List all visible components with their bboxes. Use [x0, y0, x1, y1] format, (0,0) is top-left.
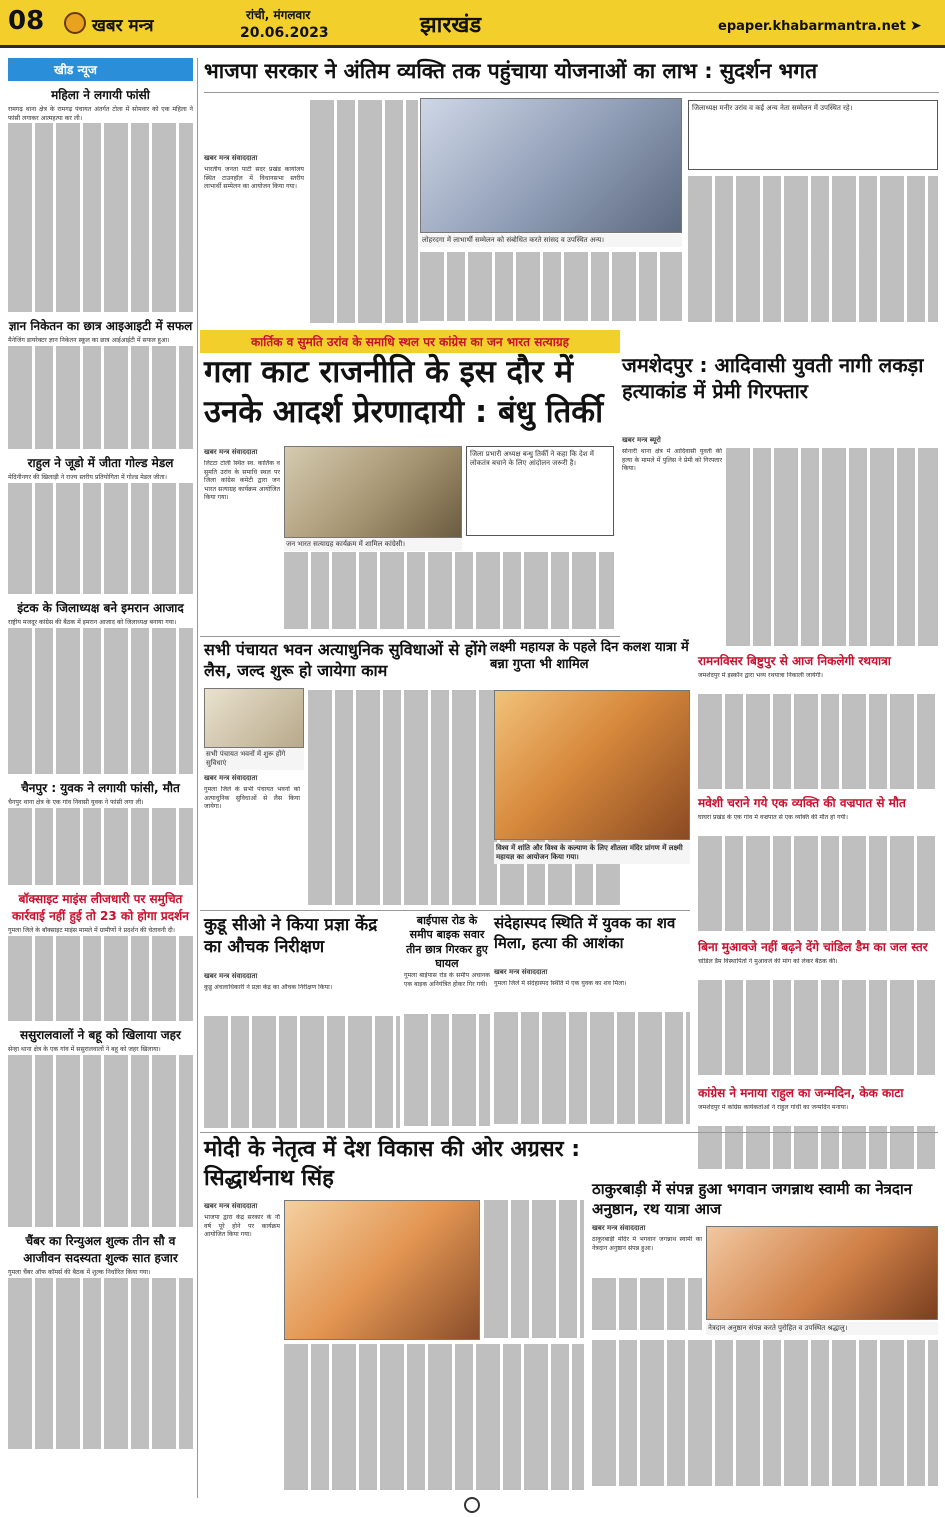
kudu-headline: कुडू सीओ ने किया प्रज्ञा केंद्र का औचक निरीक्षण	[204, 915, 378, 958]
left-headline: चैनपुर : युवक ने लगायी फांसी, मौत	[21, 780, 180, 795]
left-lead: रामगढ़ थाना क्षेत्र के रामगढ़ पंचायत अंतर्गत टोला में सोमवार को एक महिला ने फांसी लगाकर आत्महत्या कर ली।	[8, 106, 193, 122]
article-text	[204, 1214, 280, 1494]
bike-headline: बाईपास रोड के समीप बाइक सवार तीन छात्र गिरकर हुए घायल	[406, 914, 488, 970]
building-photo	[204, 688, 304, 748]
section-name: झारखंड	[420, 13, 482, 38]
byline: खबर मन्त्र संवाददाता	[494, 968, 548, 976]
article-text	[204, 984, 400, 1014]
column-divider	[197, 58, 198, 1498]
article-text	[404, 972, 490, 1012]
logo-icon	[64, 12, 86, 34]
event-photo	[420, 98, 682, 233]
text-filler	[204, 1016, 400, 1128]
text-filler	[698, 1126, 938, 1176]
photo-caption: लोहरदगा में लाभार्थी सम्मेलन को संबोधित करते सांसद व उपस्थित अन्य।	[420, 234, 682, 247]
article-text	[204, 786, 300, 906]
rule	[200, 1132, 938, 1133]
text-filler	[310, 100, 418, 326]
left-headline: ससुरालवालों ने बहू को खिलाया जहर	[20, 1028, 181, 1043]
dam-headline: बिना मुआवजे नहीं बढ़ने देंगे चांडिल डैम का जल स्तर	[698, 940, 928, 954]
byline: खबर मन्त्र संवाददाता	[204, 154, 258, 162]
article-lead: जमशेदपुर में कांग्रेस कार्यकर्ताओं ने राहुल गांधी का जन्मदिन मनाया।	[698, 1104, 849, 1111]
article-text	[204, 166, 304, 326]
text-filler	[8, 1055, 193, 1227]
panchayat-headline: सभी पंचायत भवन अत्याधुनिक सुविधाओं से होंगे लैस, जल्द शुरू हो जायेगा काम	[204, 640, 487, 680]
left-headline: ज्ञान निकेतन का छात्र आइआइटी में सफल	[8, 319, 193, 334]
left-headline: इंटक के जिलाध्यक्ष बने इमरान आजाद	[17, 601, 184, 616]
article-text	[698, 672, 938, 692]
column-tag: खीड न्यूज	[8, 58, 193, 81]
side-note: जिलाध्यक्ष मनीर उरांव व कई अन्य नेता सम्मेलन में उपस्थित रहे।	[688, 100, 938, 170]
article-lead: ठाकुरबाड़ी मंदिर में भगवान जगन्नाथ स्वामी का नेत्रदान अनुष्ठान संपन्न हुआ।	[592, 1236, 702, 1252]
article-text	[622, 448, 722, 648]
photo-caption: नेत्रदान अनुष्ठान संपन्न करते पुरोहित व उपस्थित श्रद्धालु।	[706, 1322, 938, 1335]
left-lead: गुमला जिले के बॉक्साइट माइंस मामले में ग्रामीणों ने प्रदर्शन की चेतावनी दी।	[8, 926, 176, 934]
left-headline: राहुल ने जूडो में जीता गोल्ड मेडल	[27, 455, 174, 470]
byline: खबर मन्त्र संवाददाता	[592, 1224, 646, 1232]
text-filler	[8, 628, 193, 774]
text-filler	[420, 252, 682, 326]
article-lead: लिटटा टोली स्थित स्व. कार्तिक व सुमति उरांव के समाधि स्थल पर जिला कांग्रेस कमेटी द्वारा जन भारत सत्याग्रह कार्यक्रम आयोजित किया गया।	[204, 460, 280, 502]
ritual-photo	[706, 1226, 938, 1320]
article-lead: भाजपा द्वारा केंद्र सरकार के नौ वर्ष पूरे होने पर कार्यक्रम आयोजित किया गया।	[204, 1214, 280, 1239]
left-lead: मेदिनीनगर की खिलाड़ी ने राज्य स्तरीय प्रतियोगिता में गोल्ड मेडल जीता।	[8, 473, 167, 481]
text-filler	[698, 694, 938, 790]
rahul-headline: कांग्रेस ने मनाया राहुल का जन्मदिन, केक काटा	[698, 1086, 904, 1100]
text-filler	[592, 1278, 702, 1334]
rule	[200, 910, 690, 911]
article-text	[698, 1104, 938, 1124]
article-text	[698, 814, 938, 834]
photo-caption: विश्व में शांति और विश्व के कल्याण के लिए शीतला मंदिर प्रांगण में लक्ष्मी महायज्ञ का आयोजन किया गया।	[494, 842, 690, 864]
article-lead: गुमला जिले के सभी पंचायत भवनों को अत्याधुनिक सुविधाओं से लैस किया जायेगा।	[204, 786, 300, 811]
left-headline: चैंबर का रिन्युअल शुल्क तीन सौ व आजीवन सदस्यता शुल्क सात हजार	[23, 1233, 178, 1265]
event-photo	[284, 446, 462, 538]
left-lead: राष्ट्रीय मजदूर कांग्रेस की बैठक में इमरान आजाद को जिलाध्यक्ष बनाया गया।	[8, 619, 177, 627]
rathyatra-headline: रामनविसर बिष्टुपुर से आज निकलेगी रथयात्रा	[698, 654, 891, 668]
article-lead: कुडू अंचलाधिकारी ने प्रज्ञा केंद्र का औचक निरीक्षण किया।	[204, 984, 333, 991]
byline: खबर मन्त्र संवाददाता	[204, 448, 258, 456]
text-filler	[698, 836, 938, 936]
lakshmi-headline: लक्ष्मी महायज्ञ के पहले दिन कलश यात्रा में बन्ना गुप्ता भी शामिल	[490, 640, 689, 672]
left-lead: चैनपुर थाना क्षेत्र के एक गांव निवासी युवक ने फांसी लगा ली।	[8, 798, 144, 806]
article-lead: जमशेदपुर में इस्कॉन द्वारा भव्य रथयात्रा निकाली जायेगी।	[698, 672, 823, 679]
article-lead: सोनारी थाना क्षेत्र में आदिवासी युवती की हत्या के मामले में पुलिस ने प्रेमी को गिरफ्तार किया।	[622, 448, 722, 473]
left-lead: मैनेजिंग डायरेक्टर ज्ञान निकेतन स्कूल का छात्र आईआईटी में सफल हुआ।	[8, 337, 170, 345]
text-filler	[284, 552, 614, 634]
article-text	[698, 958, 938, 978]
brand-name: खबर मन्त्र	[92, 16, 154, 36]
text-filler	[8, 936, 193, 1022]
article-lead: गुमला बाईपास रोड के समीप अचानक एक बाइक अनियंत्रित होकर गिर गयी।	[404, 972, 490, 988]
text-filler	[688, 176, 938, 326]
pointer-icon: ➤	[910, 18, 922, 34]
article-text	[494, 980, 690, 1010]
left-headline: बॉक्साइट माइंस लीजधारी पर समुचित कार्रवाई नहीं हुई तो 23 को होगा प्रदर्शन	[12, 891, 189, 923]
maveshi-headline: मवेशी चराने गये एक व्यक्ति की वज्रपात से मौत	[698, 796, 906, 810]
kartik-headline: गला काट राजनीति के इस दौर में उनके आदर्श प्रेरणादायी : बंधु तिर्की	[204, 354, 604, 431]
place-day: रांची, मंगलवार	[246, 8, 311, 22]
text-filler	[8, 346, 193, 449]
rule	[200, 636, 620, 637]
byline: खबर मन्त्र संवाददाता	[204, 774, 258, 782]
byline: खबर मन्त्र ब्यूरो	[622, 436, 661, 444]
text-filler	[8, 123, 193, 312]
registration-mark-icon	[464, 1497, 480, 1513]
event-photo	[284, 1200, 480, 1340]
modi-headline: मोदी के नेतृत्व में देश विकास की ओर अग्रसर : सिद्धार्थनाथ सिंह	[204, 1137, 581, 1191]
article-lead: भारतीय जनता पार्टी सदर प्रखंड कार्यालय स्थित टाउनहॉल में विधानसभा स्तरीय लाभार्थी सम्मेलन का आयोजन किया गया।	[204, 166, 304, 191]
text-filler	[484, 1200, 584, 1340]
text-filler	[494, 1012, 690, 1128]
side-note: जिला प्रभारी अध्यक्ष बन्धु तिर्की ने कहा कि देश में लोकतंत्र बचाने के लिए आंदोलन जरूरी है।	[466, 446, 614, 536]
photo-caption: जन भारत सत्याग्रह कार्यक्रम में शामिल कांग्रेसी।	[284, 538, 462, 551]
left-news-column	[8, 58, 193, 1498]
left-lead: सेन्हा थाना क्षेत्र के एक गांव में ससुरालवालों ने बहू को जहर खिलाया।	[8, 1046, 161, 1054]
sandigdh-headline: संदेहास्पद स्थिति में युवक का शव मिला, हत्या की आशंका	[494, 914, 676, 952]
article-lead: गुमला जिले में संदेहास्पद स्थिति में एक युवक का शव मिला।	[494, 980, 627, 987]
article-text	[204, 460, 280, 630]
page-number: 08	[8, 6, 45, 36]
story-band: कार्तिक व सुमति उरांव के समाधि स्थल पर कांग्रेस का जन भारत सत्याग्रह	[200, 330, 620, 353]
masthead	[0, 0, 945, 48]
text-filler	[698, 980, 938, 1080]
yatra-photo	[494, 690, 690, 840]
left-lead: गुमला चैंबर ऑफ कॉमर्स की बैठक में शुल्क निर्धारित किया गया।	[8, 1268, 151, 1276]
byline: खबर मन्त्र संवाददाता	[204, 1202, 258, 1210]
text-filler	[592, 1340, 938, 1494]
text-filler	[284, 1344, 584, 1494]
top-headline: भाजपा सरकार ने अंतिम व्यक्ति तक पहुंचाया योजनाओं का लाभ : सुदर्शन भगत	[204, 59, 818, 83]
article-lead: घाघरा प्रखंड के एक गांव में वज्रपात से एक व्यक्ति की मौत हो गयी।	[698, 814, 848, 821]
text-filler	[8, 808, 193, 885]
article-text	[592, 1236, 702, 1276]
text-filler	[8, 1278, 193, 1450]
rule	[204, 92, 939, 93]
article-lead: चांडिल डैम विस्थापितों ने मुआवजे की मांग को लेकर बैठक की।	[698, 958, 838, 965]
text-filler	[726, 448, 938, 648]
epaper-url[interactable]: epaper.khabarmantra.net	[718, 19, 906, 34]
text-filler	[404, 1014, 490, 1128]
byline: खबर मन्त्र संवाददाता	[204, 972, 258, 980]
photo-caption: सभी पंचायत भवनों में शुरू होंगे सुविधाएं	[204, 748, 304, 770]
left-headline: महिला ने लगायी फांसी	[51, 88, 150, 102]
jamshedpur-headline: जमशेदपुर : आदिवासी युवती नागी लकड़ा हत्याकांड में प्रेमी गिरफ्तार	[622, 353, 924, 403]
edition-date: 20.06.2023	[240, 25, 329, 41]
thakurbari-headline: ठाकुरबाड़ी में संपन्न हुआ भगवान जगन्नाथ स्वामी का नेत्रदान अनुष्ठान, रथ यात्रा आज	[592, 1180, 913, 1218]
text-filler	[8, 483, 193, 595]
